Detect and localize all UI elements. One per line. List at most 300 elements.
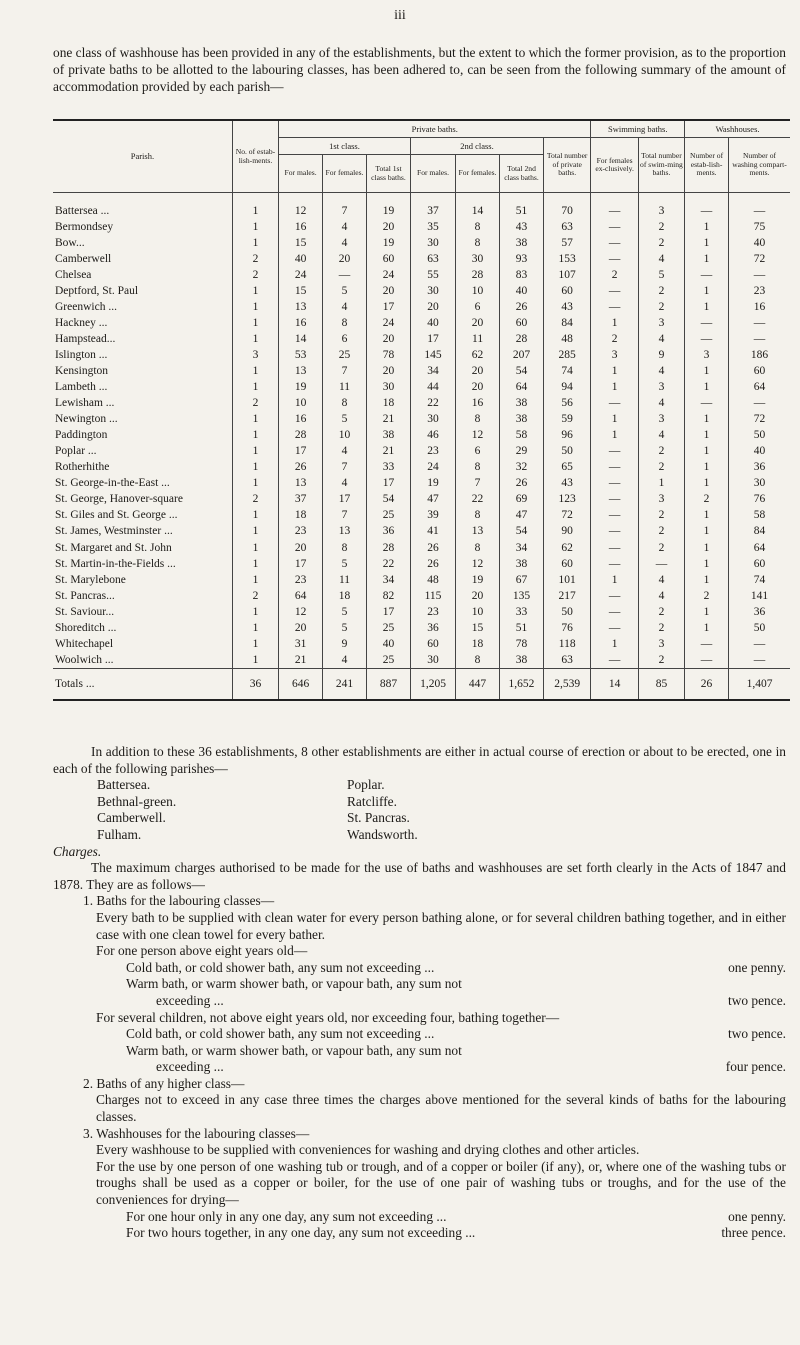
parish-name: St. Martin-in-the-Fields ... bbox=[55, 557, 176, 570]
table-row bbox=[53, 347, 790, 363]
parish-name: Deptford, St. Paul bbox=[55, 284, 139, 297]
table-cell: 50 bbox=[543, 444, 590, 460]
list-item: Fulham. bbox=[97, 826, 142, 842]
table-cell: 4 bbox=[638, 428, 684, 444]
table-cell: 63 bbox=[543, 219, 590, 235]
table-cell: 17 bbox=[367, 604, 411, 620]
table-row bbox=[53, 604, 790, 620]
table-cell: 217 bbox=[543, 588, 590, 604]
table-cell: 7 bbox=[456, 476, 500, 492]
table-cell: 1 bbox=[591, 428, 638, 444]
spacer-cell bbox=[232, 193, 278, 204]
table-cell: 17 bbox=[367, 476, 411, 492]
table-cell: 7 bbox=[323, 460, 367, 476]
table-cell: 1 bbox=[685, 524, 729, 540]
table-row bbox=[53, 380, 790, 396]
table-cell: 1 bbox=[591, 572, 638, 588]
header-total-swimming: Total number of swim-ming baths. bbox=[638, 138, 684, 193]
table-cell: 13 bbox=[279, 299, 323, 315]
parish-name: St. George, Hanover-square bbox=[55, 493, 183, 506]
table-cell: 78 bbox=[500, 636, 544, 652]
addition-paragraph: In addition to these 36 establishments, 8 other establishments are either in actual course of erection or about to be erected, one in each of the following parishes— bbox=[53, 744, 786, 776]
table-row bbox=[53, 540, 790, 556]
parish-name: Hackney ... bbox=[55, 316, 108, 329]
table-cell: 11 bbox=[456, 331, 500, 347]
table-cell: 64 bbox=[729, 380, 790, 396]
table-cell: 33 bbox=[367, 460, 411, 476]
table-cell: 21 bbox=[367, 412, 411, 428]
table-cell: 1 bbox=[685, 428, 729, 444]
table-cell: 2 bbox=[638, 444, 684, 460]
table-cell: 35 bbox=[410, 219, 455, 235]
table-cell: 9 bbox=[323, 636, 367, 652]
table-cell: 2 bbox=[638, 460, 684, 476]
header-second-males: For males. bbox=[410, 155, 455, 193]
spacer-cell bbox=[410, 193, 455, 204]
table-cell: 36 bbox=[410, 620, 455, 636]
header-washing-compartments: Number of washing compart-ments. bbox=[729, 138, 790, 193]
parish-name: St. George-in-the-East ... bbox=[55, 477, 170, 490]
table-cell: 1 bbox=[685, 556, 729, 572]
table-cell: 145 bbox=[410, 347, 455, 363]
header-second-class: 2nd class. bbox=[410, 138, 543, 155]
table-cell: 2 bbox=[232, 396, 278, 412]
parish-name: St. Saviour... bbox=[55, 605, 115, 618]
table-cell: 40 bbox=[500, 283, 544, 299]
table-cell: 10 bbox=[456, 604, 500, 620]
table-cell: — bbox=[685, 315, 729, 331]
header-parish: Parish. bbox=[53, 120, 232, 193]
table-cell: 51 bbox=[500, 203, 544, 219]
table-cell: 17 bbox=[323, 492, 367, 508]
parish-name: St. Margaret and St. John bbox=[55, 541, 172, 554]
table-cell: 1 bbox=[685, 540, 729, 556]
table-cell: 118 bbox=[543, 636, 590, 652]
table-cell: 36 bbox=[729, 460, 790, 476]
table-cell: 38 bbox=[500, 235, 544, 251]
list-item: Camberwell. bbox=[97, 810, 166, 826]
table-cell: 1 bbox=[685, 476, 729, 492]
table-cell: 1 bbox=[591, 636, 638, 652]
table-cell: 93 bbox=[500, 251, 544, 267]
table-cell: — bbox=[685, 267, 729, 283]
table-cell: 14 bbox=[279, 331, 323, 347]
table-cell: 1 bbox=[232, 460, 278, 476]
table-cell: — bbox=[591, 556, 638, 572]
parish-name: Lewisham ... bbox=[55, 397, 115, 410]
table-row bbox=[53, 267, 790, 283]
table-cell: 34 bbox=[410, 363, 455, 379]
spacer-cell bbox=[591, 193, 638, 204]
table-cell: 78 bbox=[367, 347, 411, 363]
table-cell: 76 bbox=[729, 492, 790, 508]
table-cell: 7 bbox=[323, 203, 367, 219]
table-cell: 72 bbox=[729, 412, 790, 428]
table-cell: 60 bbox=[729, 556, 790, 572]
parish-name: Kensington bbox=[55, 364, 109, 377]
header-total-second: Total 2nd class baths. bbox=[500, 155, 544, 193]
list-item: Bethnal-green. bbox=[97, 793, 177, 809]
warm-children-line: Warm bath, or warm shower bath, or vapour bath, any sum not bbox=[126, 1042, 462, 1058]
parish-name: St. Giles and St. George ... bbox=[55, 509, 178, 522]
table-cell: — bbox=[685, 652, 729, 669]
table-cell: — bbox=[591, 604, 638, 620]
table-cell: 83 bbox=[500, 267, 544, 283]
table-cell: 1 bbox=[232, 283, 278, 299]
parish-name: Newington ... bbox=[55, 413, 118, 426]
table-cell: 8 bbox=[323, 540, 367, 556]
charges-intro: The maximum charges authorised to be made for the use of baths and washhouses are set forth clearly in the Acts of 1847 and 1878. They are as follows— bbox=[53, 860, 786, 892]
table-cell: 1 bbox=[232, 219, 278, 235]
list-item: Battersea. bbox=[97, 777, 151, 793]
parish-summary-table bbox=[53, 119, 790, 701]
table-cell: — bbox=[591, 620, 638, 636]
table-cell: 15 bbox=[279, 283, 323, 299]
table-cell: 60 bbox=[410, 636, 455, 652]
table-cell: 447 bbox=[456, 669, 500, 701]
table-cell: 47 bbox=[410, 492, 455, 508]
warm-one-line: Warm bath, or warm shower bath, or vapour bath, any sum not bbox=[126, 976, 462, 992]
one-person-heading: For one person above eight years old— bbox=[96, 943, 308, 959]
table-cell: 13 bbox=[279, 363, 323, 379]
table-cell: 40 bbox=[410, 315, 455, 331]
table-cell: 2 bbox=[232, 492, 278, 508]
table-cell: 207 bbox=[500, 347, 544, 363]
table-cell: 72 bbox=[729, 251, 790, 267]
table-cell: 60 bbox=[500, 315, 544, 331]
parish-name: Totals ... bbox=[53, 669, 232, 701]
table-cell: 82 bbox=[367, 588, 411, 604]
table-cell: 94 bbox=[543, 380, 590, 396]
totals-row bbox=[53, 669, 790, 701]
table-cell: 18 bbox=[323, 588, 367, 604]
spacer-cell bbox=[685, 193, 729, 204]
table-cell: 1 bbox=[685, 283, 729, 299]
table-cell: 3 bbox=[638, 412, 684, 428]
table-cell: 51 bbox=[500, 620, 544, 636]
table-cell: 3 bbox=[638, 492, 684, 508]
table-cell: 4 bbox=[323, 652, 367, 669]
table-cell: 135 bbox=[500, 588, 544, 604]
table-cell: 5 bbox=[323, 283, 367, 299]
table-cell: 84 bbox=[729, 524, 790, 540]
table-cell: 2 bbox=[638, 620, 684, 636]
table-cell: — bbox=[323, 267, 367, 283]
table-row bbox=[53, 219, 790, 235]
table-cell: 285 bbox=[543, 347, 590, 363]
table-cell: 1 bbox=[232, 444, 278, 460]
table-cell: 16 bbox=[729, 299, 790, 315]
table-cell: 26 bbox=[410, 540, 455, 556]
table-cell: 43 bbox=[543, 299, 590, 315]
spacer-row bbox=[53, 193, 790, 204]
table-cell: 23 bbox=[729, 283, 790, 299]
parish-name: St. Marylebone bbox=[55, 573, 126, 586]
table-cell: 24 bbox=[279, 267, 323, 283]
table-cell: 646 bbox=[279, 669, 323, 701]
table-cell: — bbox=[591, 203, 638, 219]
table-cell: 2 bbox=[638, 540, 684, 556]
table-cell: 2 bbox=[232, 251, 278, 267]
table-cell: 8 bbox=[456, 219, 500, 235]
table-row bbox=[53, 331, 790, 347]
table-cell: 30 bbox=[410, 235, 455, 251]
table-cell: 2 bbox=[232, 267, 278, 283]
parish-name: Rotherhithe bbox=[55, 461, 110, 474]
table-cell: 84 bbox=[543, 315, 590, 331]
table-cell: 37 bbox=[410, 203, 455, 219]
table-cell: 12 bbox=[456, 556, 500, 572]
table-cell: 3 bbox=[232, 347, 278, 363]
table-row bbox=[53, 588, 790, 604]
table-cell: 20 bbox=[367, 283, 411, 299]
table-body bbox=[53, 193, 790, 701]
header-private-baths: Private baths. bbox=[279, 120, 591, 138]
table-cell: 186 bbox=[729, 347, 790, 363]
table-cell: — bbox=[685, 331, 729, 347]
one-hour-line: For one hour only in any one day, any sum not exceeding ... one penny. bbox=[126, 1208, 786, 1224]
table-cell: 85 bbox=[638, 669, 684, 701]
table-cell: 13 bbox=[323, 524, 367, 540]
list-item: Wandsworth. bbox=[347, 826, 418, 842]
table-cell: 22 bbox=[456, 492, 500, 508]
table-cell: 2,539 bbox=[543, 669, 590, 701]
table-row bbox=[53, 235, 790, 251]
table-cell: 44 bbox=[410, 380, 455, 396]
table-cell: 1 bbox=[685, 460, 729, 476]
table-cell: 23 bbox=[279, 572, 323, 588]
table-cell: 5 bbox=[638, 267, 684, 283]
table-cell: 26 bbox=[410, 556, 455, 572]
table-cell: 48 bbox=[543, 331, 590, 347]
table-cell: — bbox=[591, 540, 638, 556]
parish-name: St. Pancras... bbox=[55, 589, 115, 602]
table-row bbox=[53, 444, 790, 460]
table-cell: 36 bbox=[232, 669, 278, 701]
table-cell: 16 bbox=[279, 315, 323, 331]
table-cell: 2 bbox=[685, 492, 729, 508]
table-cell: 63 bbox=[410, 251, 455, 267]
table-cell: 62 bbox=[543, 540, 590, 556]
table-cell: 1 bbox=[685, 251, 729, 267]
table-cell: 67 bbox=[500, 572, 544, 588]
table-cell: 43 bbox=[500, 219, 544, 235]
spacer-cell bbox=[638, 193, 684, 204]
children-heading: For several children, not above eight years old, nor exceeding four, bathing together— bbox=[96, 1009, 560, 1025]
table-cell: 241 bbox=[323, 669, 367, 701]
parish-name: Battersea ... bbox=[55, 204, 110, 217]
table-cell: 72 bbox=[543, 508, 590, 524]
table-cell: 1 bbox=[685, 235, 729, 251]
item1-text: Every bath to be supplied with clean water for every person bathing alone, or for several children bathing together, and in either case with one clean towel for every bather. bbox=[96, 909, 786, 942]
table-cell: 40 bbox=[729, 235, 790, 251]
table-cell: 23 bbox=[410, 444, 455, 460]
table-cell: 1 bbox=[232, 508, 278, 524]
table-cell: 54 bbox=[500, 363, 544, 379]
table-cell: 55 bbox=[410, 267, 455, 283]
table-cell: 8 bbox=[323, 315, 367, 331]
table-cell: 74 bbox=[543, 363, 590, 379]
table-row bbox=[53, 412, 790, 428]
table-cell: 20 bbox=[367, 331, 411, 347]
table-cell: 20 bbox=[456, 588, 500, 604]
table-cell: 1 bbox=[232, 363, 278, 379]
table-row bbox=[53, 556, 790, 572]
table-row bbox=[53, 476, 790, 492]
table-cell: 60 bbox=[367, 251, 411, 267]
table-cell: 1 bbox=[232, 315, 278, 331]
table-cell: 24 bbox=[410, 460, 455, 476]
table-cell: 39 bbox=[410, 508, 455, 524]
table-cell: 25 bbox=[367, 652, 411, 669]
table-cell: 32 bbox=[500, 460, 544, 476]
table-cell: 21 bbox=[367, 444, 411, 460]
table-cell: — bbox=[591, 460, 638, 476]
table-cell: — bbox=[591, 251, 638, 267]
table-cell: 13 bbox=[279, 476, 323, 492]
table-row bbox=[53, 299, 790, 315]
header-first-males: For males. bbox=[279, 155, 323, 193]
table-cell: 17 bbox=[410, 331, 455, 347]
table-cell: 70 bbox=[543, 203, 590, 219]
table-cell: 14 bbox=[591, 669, 638, 701]
table-cell: 31 bbox=[279, 636, 323, 652]
table-cell: 4 bbox=[323, 219, 367, 235]
table-cell: 40 bbox=[729, 444, 790, 460]
header-washhouse-establishments: Number of estab-lish-ments. bbox=[685, 138, 729, 193]
table-cell: 6 bbox=[456, 299, 500, 315]
header-first-females: For females. bbox=[323, 155, 367, 193]
table-cell: 4 bbox=[638, 572, 684, 588]
table-cell: 26 bbox=[500, 476, 544, 492]
spacer-cell bbox=[456, 193, 500, 204]
table-cell: 24 bbox=[367, 315, 411, 331]
table-cell: 115 bbox=[410, 588, 455, 604]
table-cell: 1 bbox=[591, 363, 638, 379]
table-cell: 20 bbox=[367, 363, 411, 379]
table-cell: 58 bbox=[729, 508, 790, 524]
table-cell: 18 bbox=[367, 396, 411, 412]
table-cell: 1 bbox=[232, 428, 278, 444]
table-cell: 1,407 bbox=[729, 669, 790, 701]
table-cell: 8 bbox=[456, 508, 500, 524]
table-cell: 1 bbox=[232, 604, 278, 620]
table-cell: 28 bbox=[279, 428, 323, 444]
warm-children-cont: exceeding ... four pence. bbox=[156, 1059, 786, 1075]
table-cell: 8 bbox=[456, 540, 500, 556]
table-cell: 1 bbox=[232, 540, 278, 556]
table-cell: 4 bbox=[323, 476, 367, 492]
table-cell: 1 bbox=[232, 476, 278, 492]
spacer-cell bbox=[367, 193, 411, 204]
parish-name: Hampstead... bbox=[55, 332, 116, 345]
table-cell: — bbox=[638, 556, 684, 572]
table-cell: 10 bbox=[323, 428, 367, 444]
table-cell: 40 bbox=[279, 251, 323, 267]
table-cell: 3 bbox=[591, 347, 638, 363]
table-cell: 1 bbox=[685, 604, 729, 620]
table-cell: — bbox=[729, 267, 790, 283]
table-cell: 20 bbox=[367, 219, 411, 235]
parish-name: Greenwich ... bbox=[55, 300, 117, 313]
table-cell: 2 bbox=[638, 283, 684, 299]
parish-name: Bermondsey bbox=[55, 220, 114, 233]
table-cell: 1 bbox=[232, 235, 278, 251]
table-cell: 15 bbox=[279, 235, 323, 251]
table-cell: — bbox=[729, 636, 790, 652]
table-cell: 1 bbox=[685, 363, 729, 379]
table-cell: — bbox=[685, 203, 729, 219]
item1-heading: 1. Baths for the labouring classes— bbox=[83, 893, 275, 909]
table-row bbox=[53, 620, 790, 636]
table-cell: 8 bbox=[456, 235, 500, 251]
table-cell: 1 bbox=[591, 315, 638, 331]
table-cell: 64 bbox=[279, 588, 323, 604]
item3-text2: For the use by one person of one washing tub or trough, and of a copper or boiler (if any), or, where one of the washing tubs or troughs shall be used as a copper or boiler, for the use of one pair of washing tubs or troughs, and for the use of the conveniences for drying— bbox=[96, 1158, 786, 1208]
table-cell: 34 bbox=[367, 572, 411, 588]
table-cell: — bbox=[591, 652, 638, 669]
table-cell: — bbox=[591, 235, 638, 251]
table-cell: 9 bbox=[638, 347, 684, 363]
table-cell: 60 bbox=[729, 363, 790, 379]
table-cell: 20 bbox=[456, 315, 500, 331]
table-cell: 1 bbox=[685, 572, 729, 588]
table-cell: 22 bbox=[367, 556, 411, 572]
table-cell: 1 bbox=[232, 203, 278, 219]
table-cell: 25 bbox=[367, 508, 411, 524]
table-cell: 887 bbox=[367, 669, 411, 701]
table-cell: 30 bbox=[410, 283, 455, 299]
table-cell: 141 bbox=[729, 588, 790, 604]
intro-paragraph: one class of washhouse has been provided in any of the establishments, but the extent to which the former provision, as to the proportion of private baths to be allotted to the labouring classes, has been adhered to, can be seen from the following summary of the amount of accommodation provided by each parish— bbox=[53, 45, 786, 94]
table-cell: — bbox=[591, 444, 638, 460]
table-cell: 4 bbox=[638, 251, 684, 267]
two-hours-line: For two hours together, in any one day, any sum not exceeding ... three pence. bbox=[126, 1225, 786, 1241]
table-cell: 8 bbox=[323, 396, 367, 412]
table-cell: 1 bbox=[232, 652, 278, 669]
table-cell: 33 bbox=[500, 604, 544, 620]
table-cell: 40 bbox=[367, 636, 411, 652]
table-row bbox=[53, 492, 790, 508]
table-cell: 30 bbox=[367, 380, 411, 396]
table-cell: 48 bbox=[410, 572, 455, 588]
table-cell: 1 bbox=[685, 219, 729, 235]
table-cell: 7 bbox=[323, 363, 367, 379]
parish-name: Shoreditch ... bbox=[55, 621, 117, 634]
table-cell: 14 bbox=[456, 203, 500, 219]
table-cell: 26 bbox=[500, 299, 544, 315]
list-item: St. Pancras. bbox=[347, 810, 410, 826]
table-cell: 3 bbox=[638, 203, 684, 219]
table-cell: 1 bbox=[232, 636, 278, 652]
table-row bbox=[53, 396, 790, 412]
table-cell: 18 bbox=[279, 508, 323, 524]
table-row bbox=[53, 524, 790, 540]
table-cell: 1 bbox=[232, 412, 278, 428]
list-item: Ratcliffe. bbox=[347, 793, 397, 809]
table-cell: 28 bbox=[367, 540, 411, 556]
table-cell: 46 bbox=[410, 428, 455, 444]
table-cell: 5 bbox=[323, 604, 367, 620]
table-cell: — bbox=[591, 476, 638, 492]
table-row bbox=[53, 508, 790, 524]
table-cell: 20 bbox=[456, 363, 500, 379]
table-cell: 26 bbox=[279, 460, 323, 476]
table-cell: 1 bbox=[232, 620, 278, 636]
table-cell: 50 bbox=[729, 428, 790, 444]
table-cell: 75 bbox=[729, 219, 790, 235]
parish-name: St. James, Westminster ... bbox=[55, 525, 173, 538]
